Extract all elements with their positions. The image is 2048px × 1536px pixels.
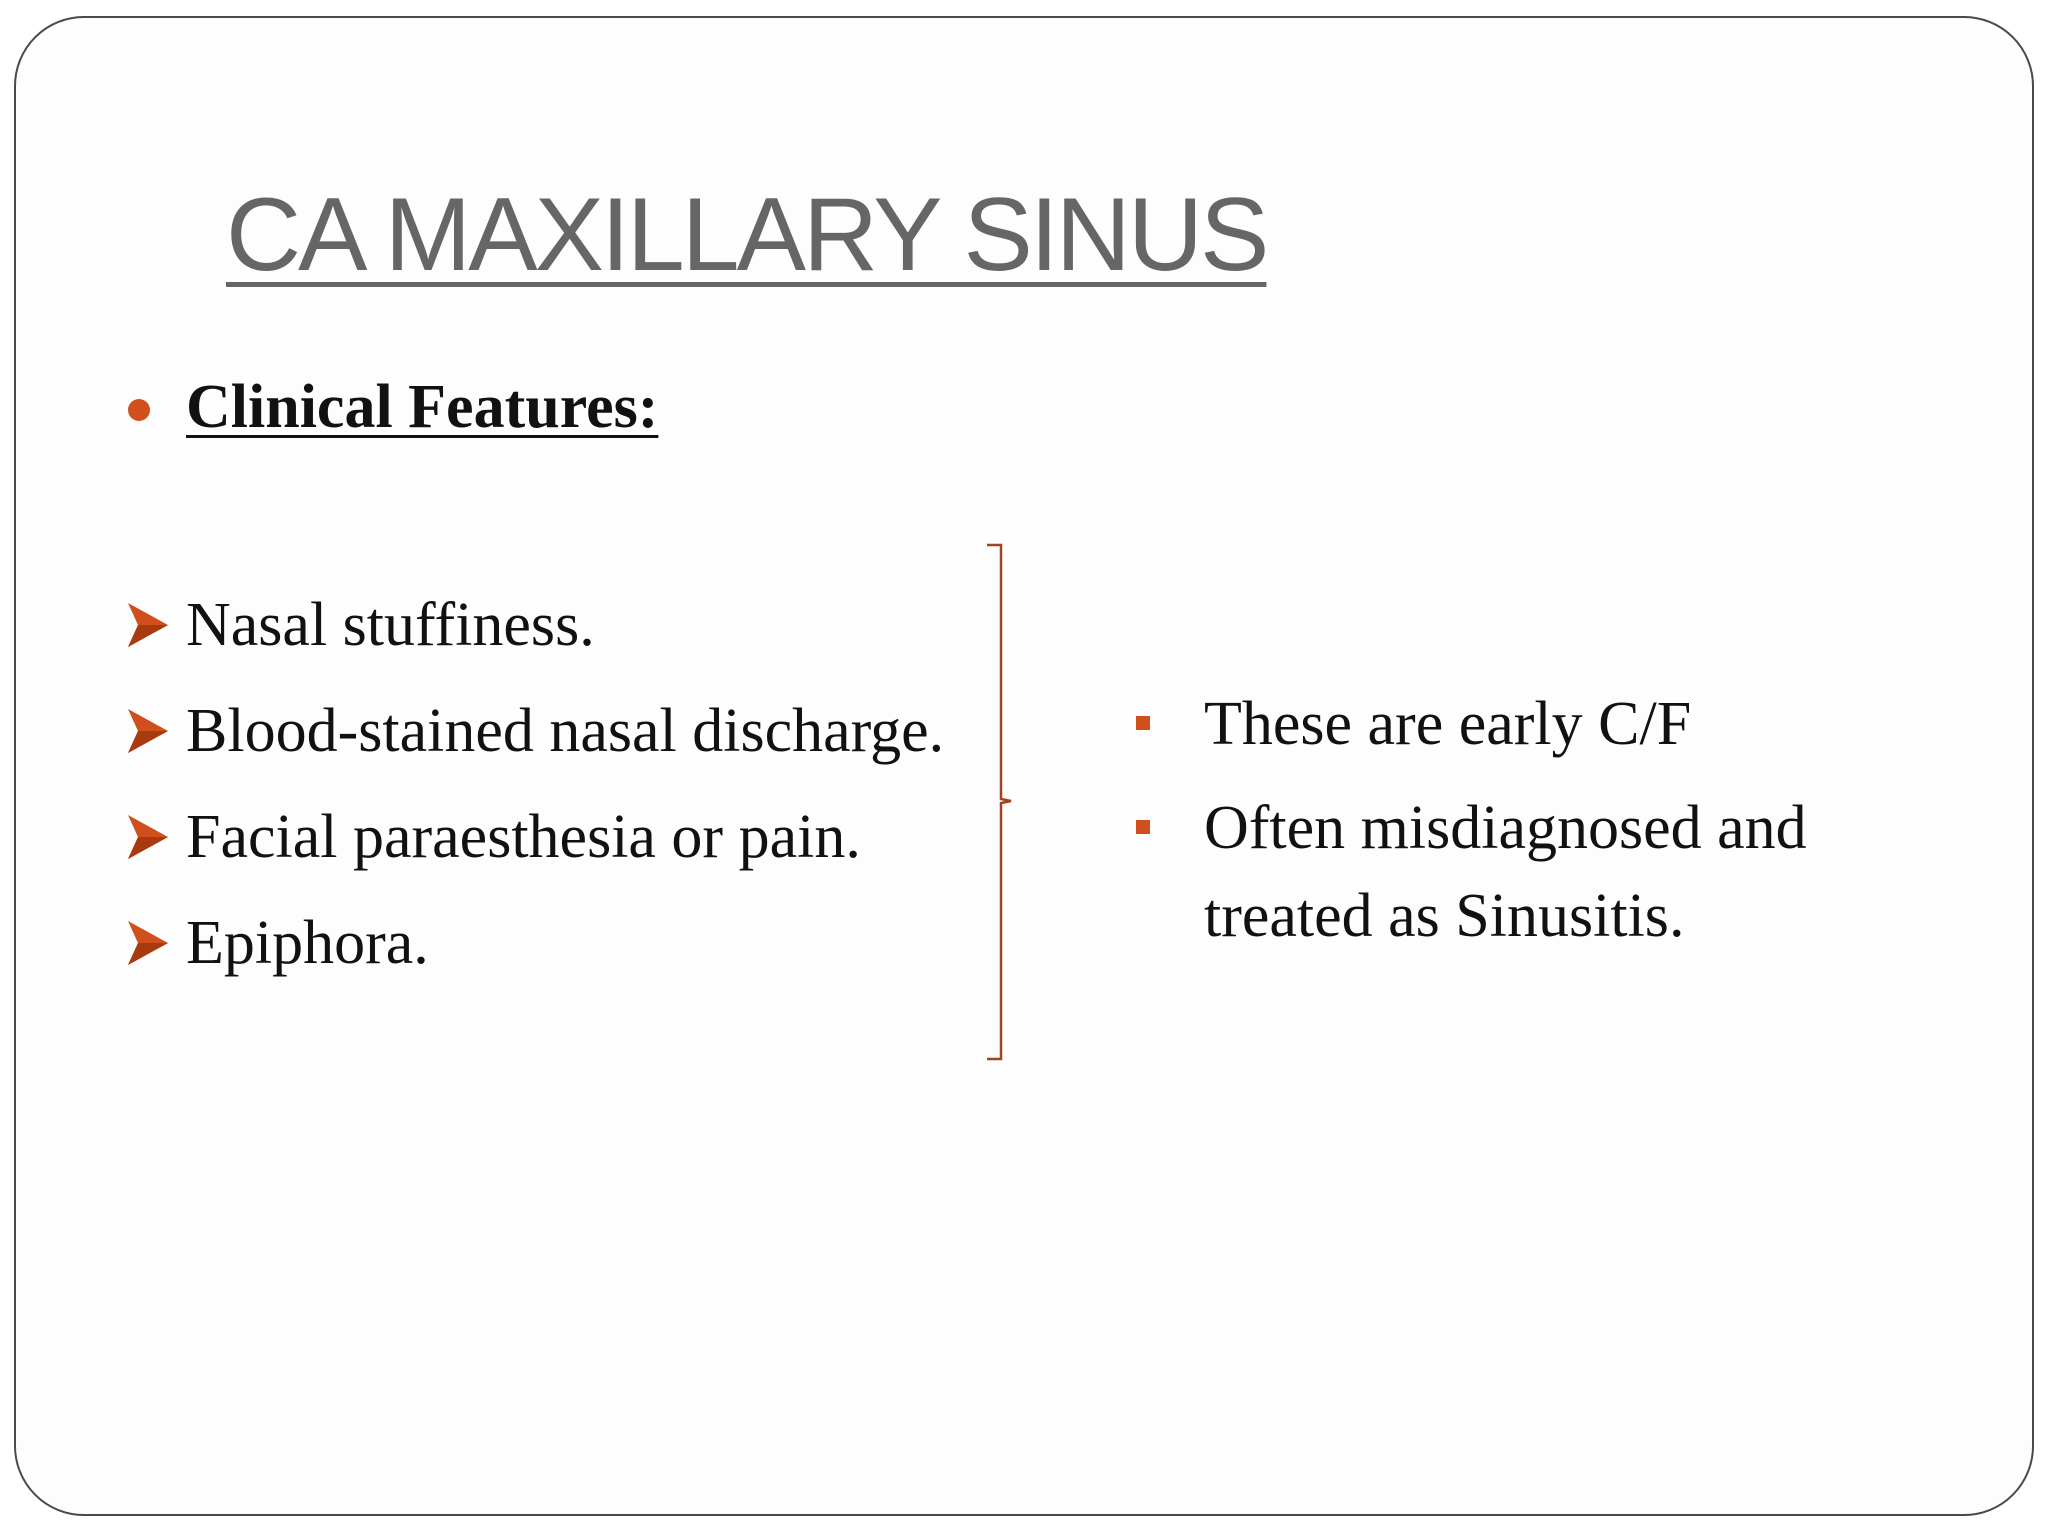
list-item-text: Facial paraesthesia or pain.: [186, 802, 861, 871]
slide-title: CA MAXILLARY SINUS: [226, 177, 1267, 293]
list-item: [126, 678, 944, 784]
right-brace-icon: [985, 543, 1015, 1061]
symptom-list: [126, 572, 944, 996]
list-item: [126, 890, 944, 996]
square-bullet-icon: [1136, 716, 1150, 730]
list-item-text: Nasal stuffiness.: [186, 590, 595, 659]
arrowhead-bullet-icon: [126, 919, 170, 967]
list-item: [1136, 680, 1884, 768]
heading-row: [128, 372, 658, 443]
list-item-text: Often misdiagnosed and treated as Sinusitis.: [1204, 794, 1807, 950]
square-bullet-icon: [1136, 820, 1150, 834]
arrowhead-bullet-icon: [126, 601, 170, 649]
list-item: [1136, 784, 1884, 960]
list-item-text: Blood-stained nasal discharge.: [186, 696, 945, 765]
note-list: [1136, 680, 1884, 976]
list-item: [126, 572, 944, 678]
list-item-text: Epiphora.: [186, 908, 429, 977]
list-item-text: These are early C/F: [1204, 690, 1692, 758]
section-heading: Clinical Features:: [186, 373, 659, 441]
arrowhead-bullet-icon: [126, 707, 170, 755]
arrowhead-bullet-icon: [126, 813, 170, 861]
round-bullet-icon: [128, 399, 150, 421]
list-item: [126, 784, 944, 890]
